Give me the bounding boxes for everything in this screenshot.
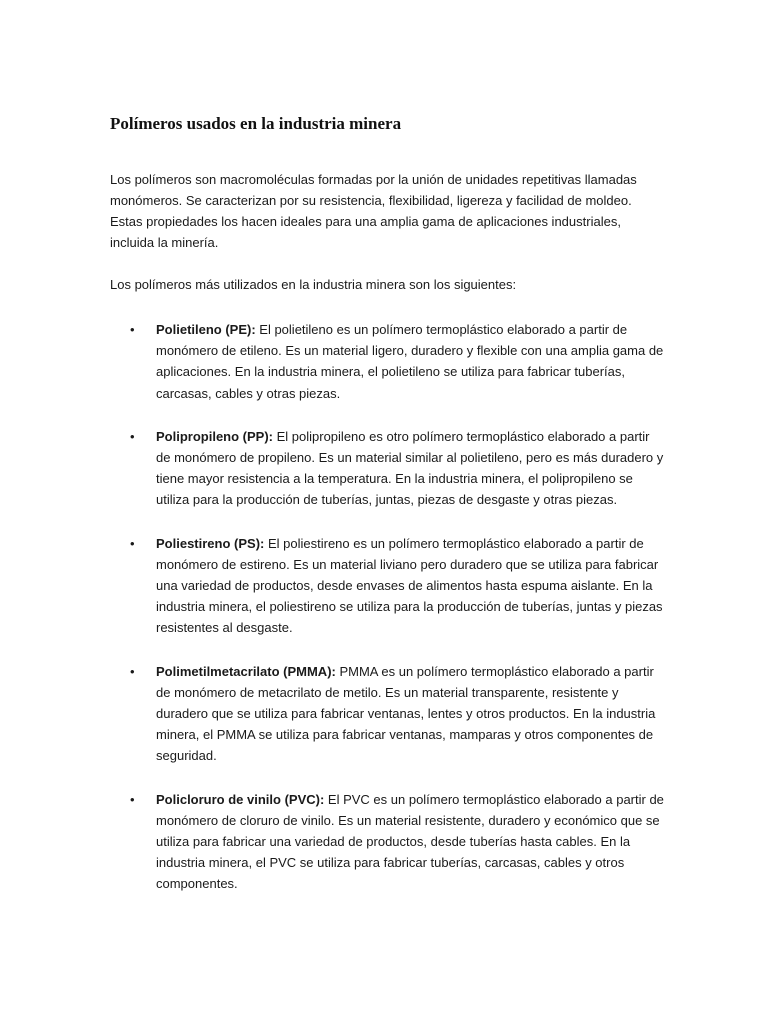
item-text: El poliestireno es un polímero termoplástico elaborado a partir de monómero de estireno. Es un material liviano pero duradero que se utiliza para fabricar una variedad de productos, desde envases de alimentos hasta espuma aislante. En la industria minera, el poliestireno se utiliza para la producción de tuberías, juntas y piezas resistentes al desgaste. [156, 535, 663, 636]
item-text: El PVC es un polímero termoplástico elaborado a partir de monómero de cloruro de vinilo. Es un material resistente, duradero y económico que se utiliza para fabricar una variedad de productos, desde tuberías hasta cables. En la industria minera, el PVC se utiliza para fabricar tuberías, carcasas, cables y otros componentes. [156, 791, 664, 892]
polymer-list [110, 319, 665, 895]
item-term: Policloruro de vinilo (PVC): [156, 791, 325, 807]
item-text: El polietileno es un polímero termoplástico elaborado a partir de monómero de etileno. Es un material ligero, duradero y flexible con una amplia gama de aplicaciones. En la industria minera, el polietileno se utiliza para fabricar tuberías, carcasas, cables y otras piezas. [156, 322, 664, 401]
item-term: Polipropileno (PP): [156, 428, 273, 444]
lead-paragraph: Los polímeros más utilizados en la industria minera son los siguientes: [110, 277, 517, 292]
bullet-icon: • [130, 428, 135, 444]
bullet-icon: • [130, 322, 135, 337]
list-item [110, 661, 665, 767]
list-item [110, 426, 665, 511]
intro-paragraph: Los polímeros son macromoléculas formadas por la unión de unidades repetitivas llamadas monómeros. Se caracterizan por su resistencia, flexibilidad, ligereza y facilidad de moldeo. Estas propiedades los hacen ideales para una amplia gama de aplicaciones industriales, incluida la minería. [110, 172, 637, 250]
list-item [110, 533, 665, 639]
list-item [110, 319, 665, 404]
document-page [110, 112, 665, 917]
bullet-icon: • [130, 791, 135, 807]
page-title: Polímeros usados en la industria minera [110, 114, 402, 133]
item-term: Polietileno (PE): [156, 322, 256, 337]
item-text: PMMA es un polímero termoplástico elaborado a partir de monómero de metacrilato de metilo. Es un material transparente, resistente y duradero que se utiliza para fabricar ventanas, lentes y otros productos. En la industria minera, el PMMA se utiliza para fabricar ventanas, mamparas y otros componentes de seguridad. [156, 663, 656, 764]
item-term: Poliestireno (PS): [156, 535, 265, 551]
list-item [110, 789, 665, 895]
item-text: El polipropileno es otro polímero termoplástico elaborado a partir de monómero de propileno. Es un material similar al polietileno, pero es más duradero y tiene mayor resistencia a la temperatura. En la industria minera, el polipropileno se utiliza para la producción de tuberías, juntas, piezas de desgaste y otras piezas. [156, 428, 664, 508]
item-term: Polimetilmetacrilato (PMMA): [156, 663, 336, 679]
bullet-icon: • [130, 663, 135, 679]
bullet-icon: • [130, 535, 135, 551]
